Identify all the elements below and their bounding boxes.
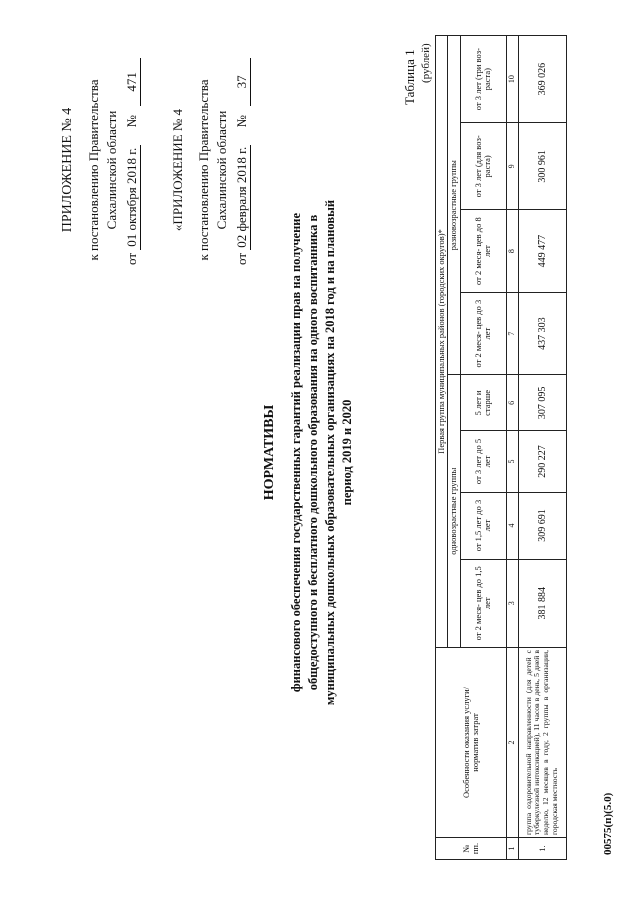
appendix-line1: к постановлению Правительства — [86, 79, 101, 261]
table-label: Таблица 1 — [402, 49, 417, 105]
appendix-old-title: «ПРИЛОЖЕНИЕ № 4 — [170, 108, 185, 232]
appendix-date: 01 октября 2018 г. — [124, 145, 141, 250]
header-num: № пп. — [436, 838, 507, 860]
appendix-old-from-label: от — [234, 252, 249, 265]
units-label: (рублей) — [420, 43, 432, 83]
value-cell: 449 477 — [518, 210, 566, 293]
doc-title: НОРМАТИВЫ — [262, 404, 277, 501]
subtitle-line: период 2019 и 2020 — [340, 399, 354, 506]
header-features — [436, 648, 507, 838]
subtitle-line: муниципальных дошкольных образовательных организациях на 2018 год и на плановый — [323, 199, 337, 706]
appendix-date-line — [124, 58, 141, 265]
subheader-cell: от 2 меся- цев до 3 лет — [460, 292, 506, 375]
value-cell: 290 227 — [518, 431, 566, 492]
col-number: 2 — [506, 648, 518, 838]
appendix-title: ПРИЛОЖЕНИЕ № 4 — [60, 107, 75, 233]
header-group: Первая группа муниципальных районов (городских округов)* — [436, 36, 448, 648]
subtitle-line: финансового обеспечения государственных гарантий реализации прав на получение — [289, 212, 303, 693]
col-number: 5 — [506, 431, 518, 492]
subheader-cell: 5 лет и старше — [460, 375, 506, 431]
footer-code: 00575(п)(5.0) — [602, 792, 614, 855]
appendix-old-date-line — [234, 58, 251, 265]
row-description: группа оздоровительной направленности (для детей с туберкулезной интоксикацией), 11 часов в день, 5 дней в неделю, 12 месяцев в году, 2 группы в организации, городская местность — [518, 648, 566, 838]
subheader-cell: от 3 лет до 5 лет — [460, 431, 506, 492]
appendix-line2: Сахалинской области — [104, 110, 119, 230]
value-cell: 309 691 — [518, 492, 566, 559]
appendix-old-number: 37 — [234, 58, 251, 106]
col-number: 3 — [506, 559, 518, 647]
col-number: 7 — [506, 292, 518, 375]
appendix-old-date: 02 февраля 2018 г. — [234, 146, 249, 248]
norms-table — [435, 35, 567, 860]
subtitle-line: общедоступного и бесплатного дошкольного образования на одного воспитанника в — [306, 214, 320, 691]
subheader-cell: от 2 меся- цев до 8 лет — [460, 210, 506, 293]
value-cell: 307 095 — [518, 375, 566, 431]
appendix-old-line1: к постановлению Правительства — [196, 79, 211, 261]
appendix-old-line2: Сахалинской области — [214, 110, 229, 230]
header-mixed-age: разновозрастные группы — [448, 36, 460, 375]
header-features-line2: норматив затрат — [469, 713, 480, 772]
col-number: 6 — [506, 375, 518, 431]
appendix-from-label: от — [124, 252, 139, 265]
subheader-cell: от 2 меся- цев до 1,5 лет — [460, 559, 506, 647]
col-number: 10 — [506, 36, 518, 123]
subheader-cell: от 3 лет (для воз- раста) — [460, 123, 506, 210]
subheader-cell: от 3 лет (три воз- раста) — [460, 36, 506, 123]
col-number: 8 — [506, 210, 518, 293]
col-number: 4 — [506, 492, 518, 559]
value-cell: 437 303 — [518, 292, 566, 375]
header-single-age: одновозрастные группы — [448, 375, 460, 648]
doc-subtitle — [288, 0, 356, 905]
value-cell: 381 884 — [518, 559, 566, 647]
value-cell: 369 026 — [518, 36, 566, 123]
value-cell: 300 961 — [518, 123, 566, 210]
appendix-old-num-label: № — [234, 115, 249, 128]
col-number: 1 — [506, 838, 518, 860]
header-features-line1: Особенности оказания услуги/ — [460, 686, 471, 799]
col-number: 9 — [506, 123, 518, 210]
appendix-number: 471 — [124, 58, 141, 106]
subheader-cell: от 1,5 лет до 3 лет — [460, 492, 506, 559]
appendix-num-label: № — [124, 115, 139, 128]
row-num: 1. — [518, 838, 566, 860]
table-row — [518, 36, 566, 860]
